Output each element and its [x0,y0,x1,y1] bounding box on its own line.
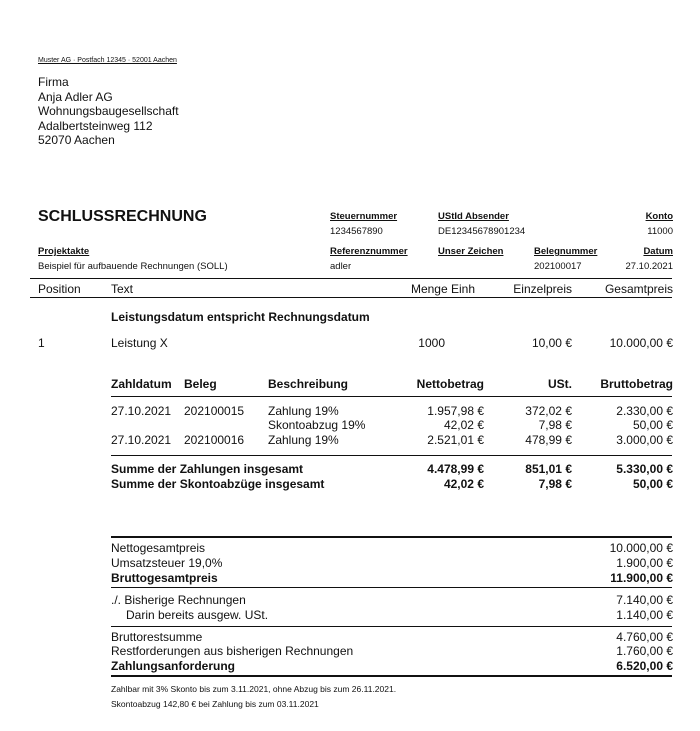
recipient-line: Anja Adler AG [38,90,113,104]
footer-line: Zahlbar mit 3% Skonto bis zum 3.11.2021, ohne Abzug bis zum 26.11.2021. [111,684,397,694]
sum-zahlungen-ust: 851,01 € [525,462,572,476]
steuernummer-label: Steuernummer [330,211,398,222]
zahlung-value: 6.520,00 € [616,659,673,673]
netto-label: Nettogesamtpreis [111,541,206,555]
pay-ust: 372,02 € [525,404,572,418]
footer-line: Skontoabzug 142,80 € bei Zahlung bis zum 03.11.2021 [111,699,319,709]
sum-zahlungen-brutto: 5.330,00 € [616,462,673,476]
sender-line: Muster AG · Postfach 12345 · 52001 Aachen [38,57,177,64]
belegnummer-label: Belegnummer [534,246,598,257]
ust-label: Umsatzsteuer 19,0% [111,556,223,570]
sum-skonto-netto: 42,02 € [443,477,484,491]
darin-label: Darin bereits ausgew. USt. [126,608,269,622]
sum-skonto-label: Summe der Skontoabzüge insgesamt [111,477,325,491]
col-einzelpreis: Einzelpreis [513,282,572,296]
recipient-line: Wohnungsbaugesellschaft [38,104,179,118]
divider [111,396,672,397]
datum-value: 27.10.2021 [625,261,673,272]
pay-head-netto: Nettobetrag [416,377,484,391]
rest-label: Bruttorestsumme [111,630,203,644]
restford-label: Restforderungen aus bisherigen Rechnungen [111,644,354,658]
konto-value: 11000 [647,226,673,237]
recipient-line: Adalbertsteinweg 112 [38,119,153,133]
divider [111,675,672,677]
divider [111,536,672,538]
netto-value: 10.000,00 € [609,541,673,555]
belegnummer-value: 202100017 [534,261,582,272]
item-position: 1 [38,336,45,350]
darin-value: 1.140,00 € [616,608,673,622]
recipient-line: 52070 Aachen [38,133,115,147]
pay-ust: 7,98 € [538,418,572,432]
sum-skonto-ust: 7,98 € [538,477,572,491]
ustid-label: UStId Absender [438,211,509,222]
konto-label: Konto [645,211,673,222]
divider [30,297,672,298]
bisherige-label: ./. Bisherige Rechnungen [111,593,246,607]
pay-brutto: 50,00 € [632,418,673,432]
ust-value: 1.900,00 € [616,556,673,570]
projektakte-value: Beispiel für aufbauende Rechnungen (SOLL) [38,261,228,272]
recipient-line: Firma [38,75,69,89]
pay-head-datum: Zahldatum [111,377,172,391]
col-gesamtpreis: Gesamtpreis [604,282,673,296]
divider [111,587,672,588]
item-einzelpreis: 10,00 € [531,336,572,350]
pay-head-ust: USt. [548,377,572,391]
leistungsdatum-note: Leistungsdatum entspricht Rechnungsdatum [111,310,370,324]
item-gesamtpreis: 10.000,00 € [609,336,673,350]
referenz-value: adler [330,261,352,272]
pay-head-brutto: Bruttobetrag [600,377,673,391]
item-text: Leistung X [111,336,168,350]
col-menge: Menge Einh [410,282,475,296]
brutto-label: Bruttogesamtpreis [111,571,218,585]
bisherige-value: 7.140,00 € [616,593,673,607]
pay-datum: 27.10.2021 [111,433,172,447]
sum-zahlungen-netto: 4.478,99 € [427,462,484,476]
pay-datum: 27.10.2021 [111,404,172,418]
sum-skonto-brutto: 50,00 € [632,477,673,491]
col-text: Text [111,282,134,296]
pay-brutto: 3.000,00 € [616,433,673,447]
divider [30,278,672,279]
brutto-value: 11.900,00 € [610,571,673,585]
divider [111,455,672,456]
unser-zeichen-label: Unser Zeichen [438,246,504,257]
ustid-value: DE12345678901234 [438,226,526,237]
pay-brutto: 2.330,00 € [616,404,673,418]
steuernummer-value: 1234567890 [330,226,383,237]
referenz-label: Referenznummer [330,246,408,257]
pay-ust: 478,99 € [525,433,572,447]
pay-beleg: 202100016 [184,433,245,447]
pay-netto: 42,02 € [443,418,484,432]
divider [111,626,672,627]
document-title: SCHLUSSRECHNUNG [38,208,207,225]
pay-netto: 2.521,01 € [427,433,484,447]
col-position: Position [38,282,81,296]
restford-value: 1.760,00 € [616,644,673,658]
pay-beschreibung: Skontoabzug 19% [268,418,366,432]
pay-beschreibung: Zahlung 19% [268,433,339,447]
zahlung-label: Zahlungsanforderung [111,659,235,673]
pay-netto: 1.957,98 € [427,404,484,418]
pay-head-beschreibung: Beschreibung [268,377,349,391]
rest-value: 4.760,00 € [616,630,673,644]
projektakte-label: Projektakte [38,246,90,257]
sum-zahlungen-label: Summe der Zahlungen insgesamt [111,462,304,476]
pay-beschreibung: Zahlung 19% [268,404,339,418]
pay-head-beleg: Beleg [184,377,217,391]
pay-beleg: 202100015 [184,404,245,418]
item-menge: 1000 [418,336,445,350]
datum-label: Datum [643,246,673,257]
